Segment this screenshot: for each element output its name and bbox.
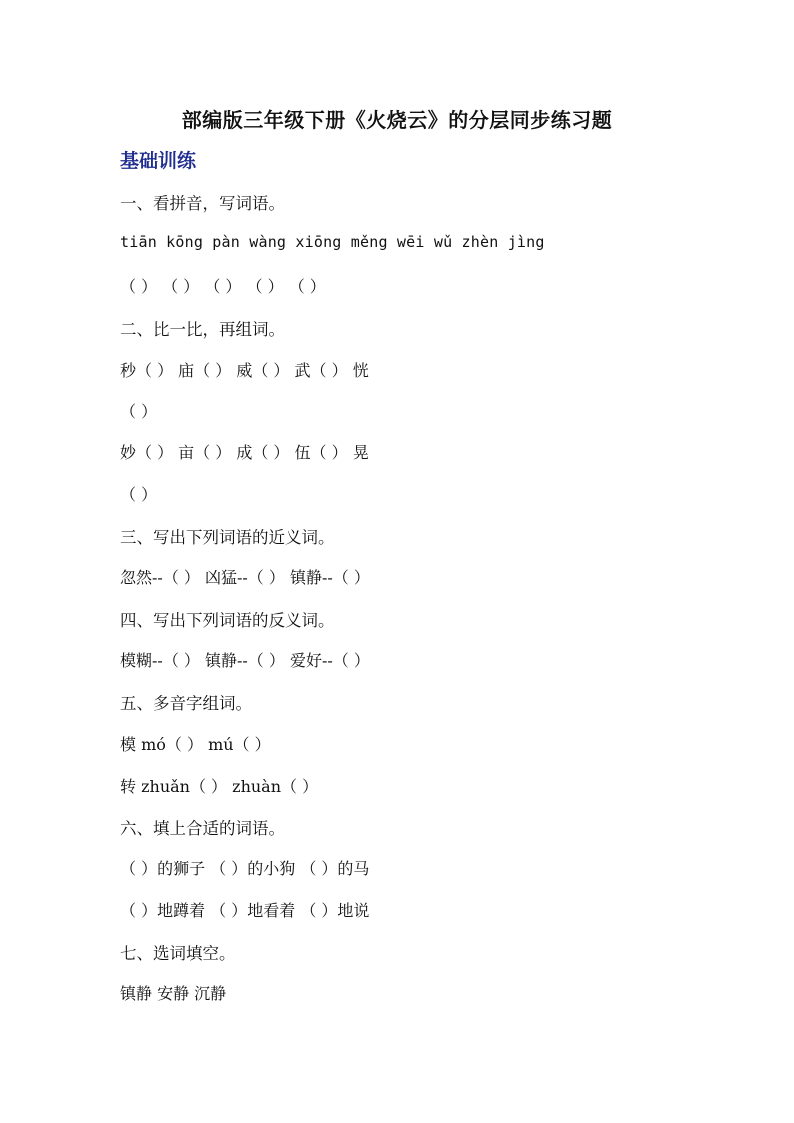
q2-row2-wrap: （ ）	[120, 485, 158, 504]
q5-line2: 转 zhuǎn（ ） zhuàn（ ）	[120, 777, 319, 796]
q1-blanks: （ ） （ ） （ ） （ ） （ ）	[120, 277, 326, 296]
q6-line1: （ ）的狮子 （ ）的小狗 （ ）的马	[120, 859, 370, 878]
q7-words: 镇静 安静 沉静	[120, 984, 227, 1003]
q6-heading: 六、填上合适的词语。	[120, 819, 285, 838]
q4-heading: 四、写出下列词语的反义词。	[120, 611, 335, 630]
q6-line2: （ ）地蹲着 （ ）地看着 （ ）地说	[120, 901, 370, 920]
q5-heading: 五、多音字组词。	[120, 694, 252, 713]
q2-row2: 妙（ ） 亩（ ） 成（ ） 伍（ ） 晃	[120, 443, 369, 462]
q1-pinyin: tiān kōng pàn wàng xiōng měng wēi wǔ zhèn jìng	[120, 233, 545, 251]
section-heading: 基础训练	[120, 150, 197, 172]
q3-line: 忽然--（ ） 凶猛--（ ） 镇静--（ ）	[120, 568, 370, 587]
q2-heading: 二、比一比，再组词。	[120, 320, 285, 339]
q5-line1: 模 mó（ ） mú（ ）	[120, 735, 271, 754]
page-title: 部编版三年级下册《火烧云》的分层同步练习题	[181, 108, 613, 132]
q4-line: 模糊--（ ） 镇静--（ ） 爱好--（ ）	[120, 651, 370, 670]
q2-row1: 秒（ ） 庙（ ） 威（ ） 武（ ） 恍	[120, 361, 369, 380]
q1-heading: 一、看拼音，写词语。	[120, 194, 285, 213]
q3-heading: 三、写出下列词语的近义词。	[120, 528, 335, 547]
q7-heading: 七、选词填空。	[120, 944, 236, 963]
q2-row1-wrap: （ ）	[120, 402, 158, 421]
